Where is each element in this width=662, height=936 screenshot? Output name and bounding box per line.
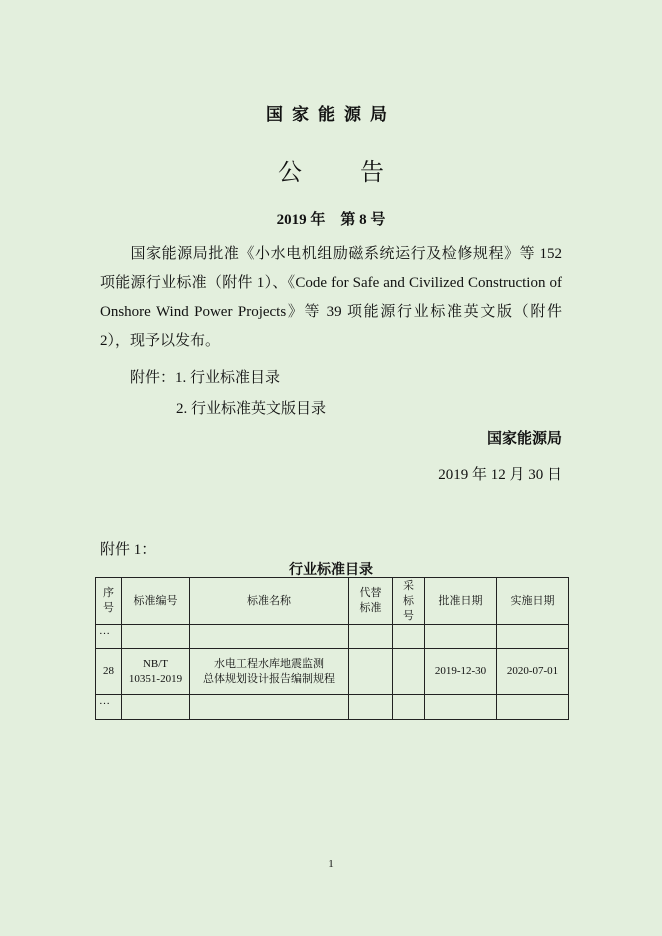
standards-table [95, 577, 569, 720]
row-code-line1: NB/T [142, 657, 169, 670]
row-adopted [393, 649, 425, 695]
row-name [190, 649, 349, 695]
row-code-line2: 10351-2019 [128, 672, 183, 685]
col-header-name: 标准名称 [190, 578, 349, 625]
issuing-agency: 国家能源局 [266, 105, 396, 125]
table-row [96, 649, 569, 695]
row-name-line2: 总体规划设计报告编制规程 [203, 672, 335, 685]
row-name-line1: 水电工程水库地震监测 [214, 657, 324, 670]
row-approve-date: 2019-12-30 [425, 649, 497, 695]
notice-title: 公 告 [278, 160, 410, 186]
row-no: 28 [96, 649, 122, 695]
row-code [122, 649, 190, 695]
ellipsis-cell: … [96, 695, 122, 720]
table-title: 行业标准目录 [289, 562, 373, 578]
col-header-no: 序号 [96, 578, 122, 625]
notice-paragraph-text: 国家能源局批准《小水电机组励磁系统运行及检修规程》等 152 项能源行业标准（附件 1）、《Code for Safe and Civilized Construction of Onshore Wind Power Projects》等 39 项能源行业标准英文版（附件 2），现予以发布。 [100, 246, 562, 349]
row-replaces [349, 649, 393, 695]
col-header-adopted: 采标号 [393, 578, 425, 625]
table-header-row [96, 578, 569, 625]
table-row-ellipsis-top [96, 625, 569, 649]
attachments-line-1: 附件：1. 行业标准目录 [130, 370, 281, 386]
col-header-replaces: 代替标准 [349, 578, 393, 625]
row-effective-date: 2020-07-01 [497, 649, 569, 695]
signature-agency: 国家能源局 [486, 429, 562, 447]
col-header-approve-date: 批准日期 [425, 578, 497, 625]
attachment-label: 附件 1： [100, 542, 157, 558]
attachments-line-2: 2. 行业标准英文版目录 [176, 401, 327, 417]
ellipsis-cell: … [96, 625, 122, 649]
table-row-ellipsis-bottom [96, 695, 569, 720]
notice-paragraph [100, 240, 562, 356]
page-number: 1 [328, 858, 334, 870]
issue-number: 2019 年 第 8 号 [276, 212, 386, 228]
col-header-code: 标准编号 [122, 578, 190, 625]
col-header-effective-date: 实施日期 [497, 578, 569, 625]
signature-date: 2019 年 12 月 30 日 [438, 467, 562, 483]
